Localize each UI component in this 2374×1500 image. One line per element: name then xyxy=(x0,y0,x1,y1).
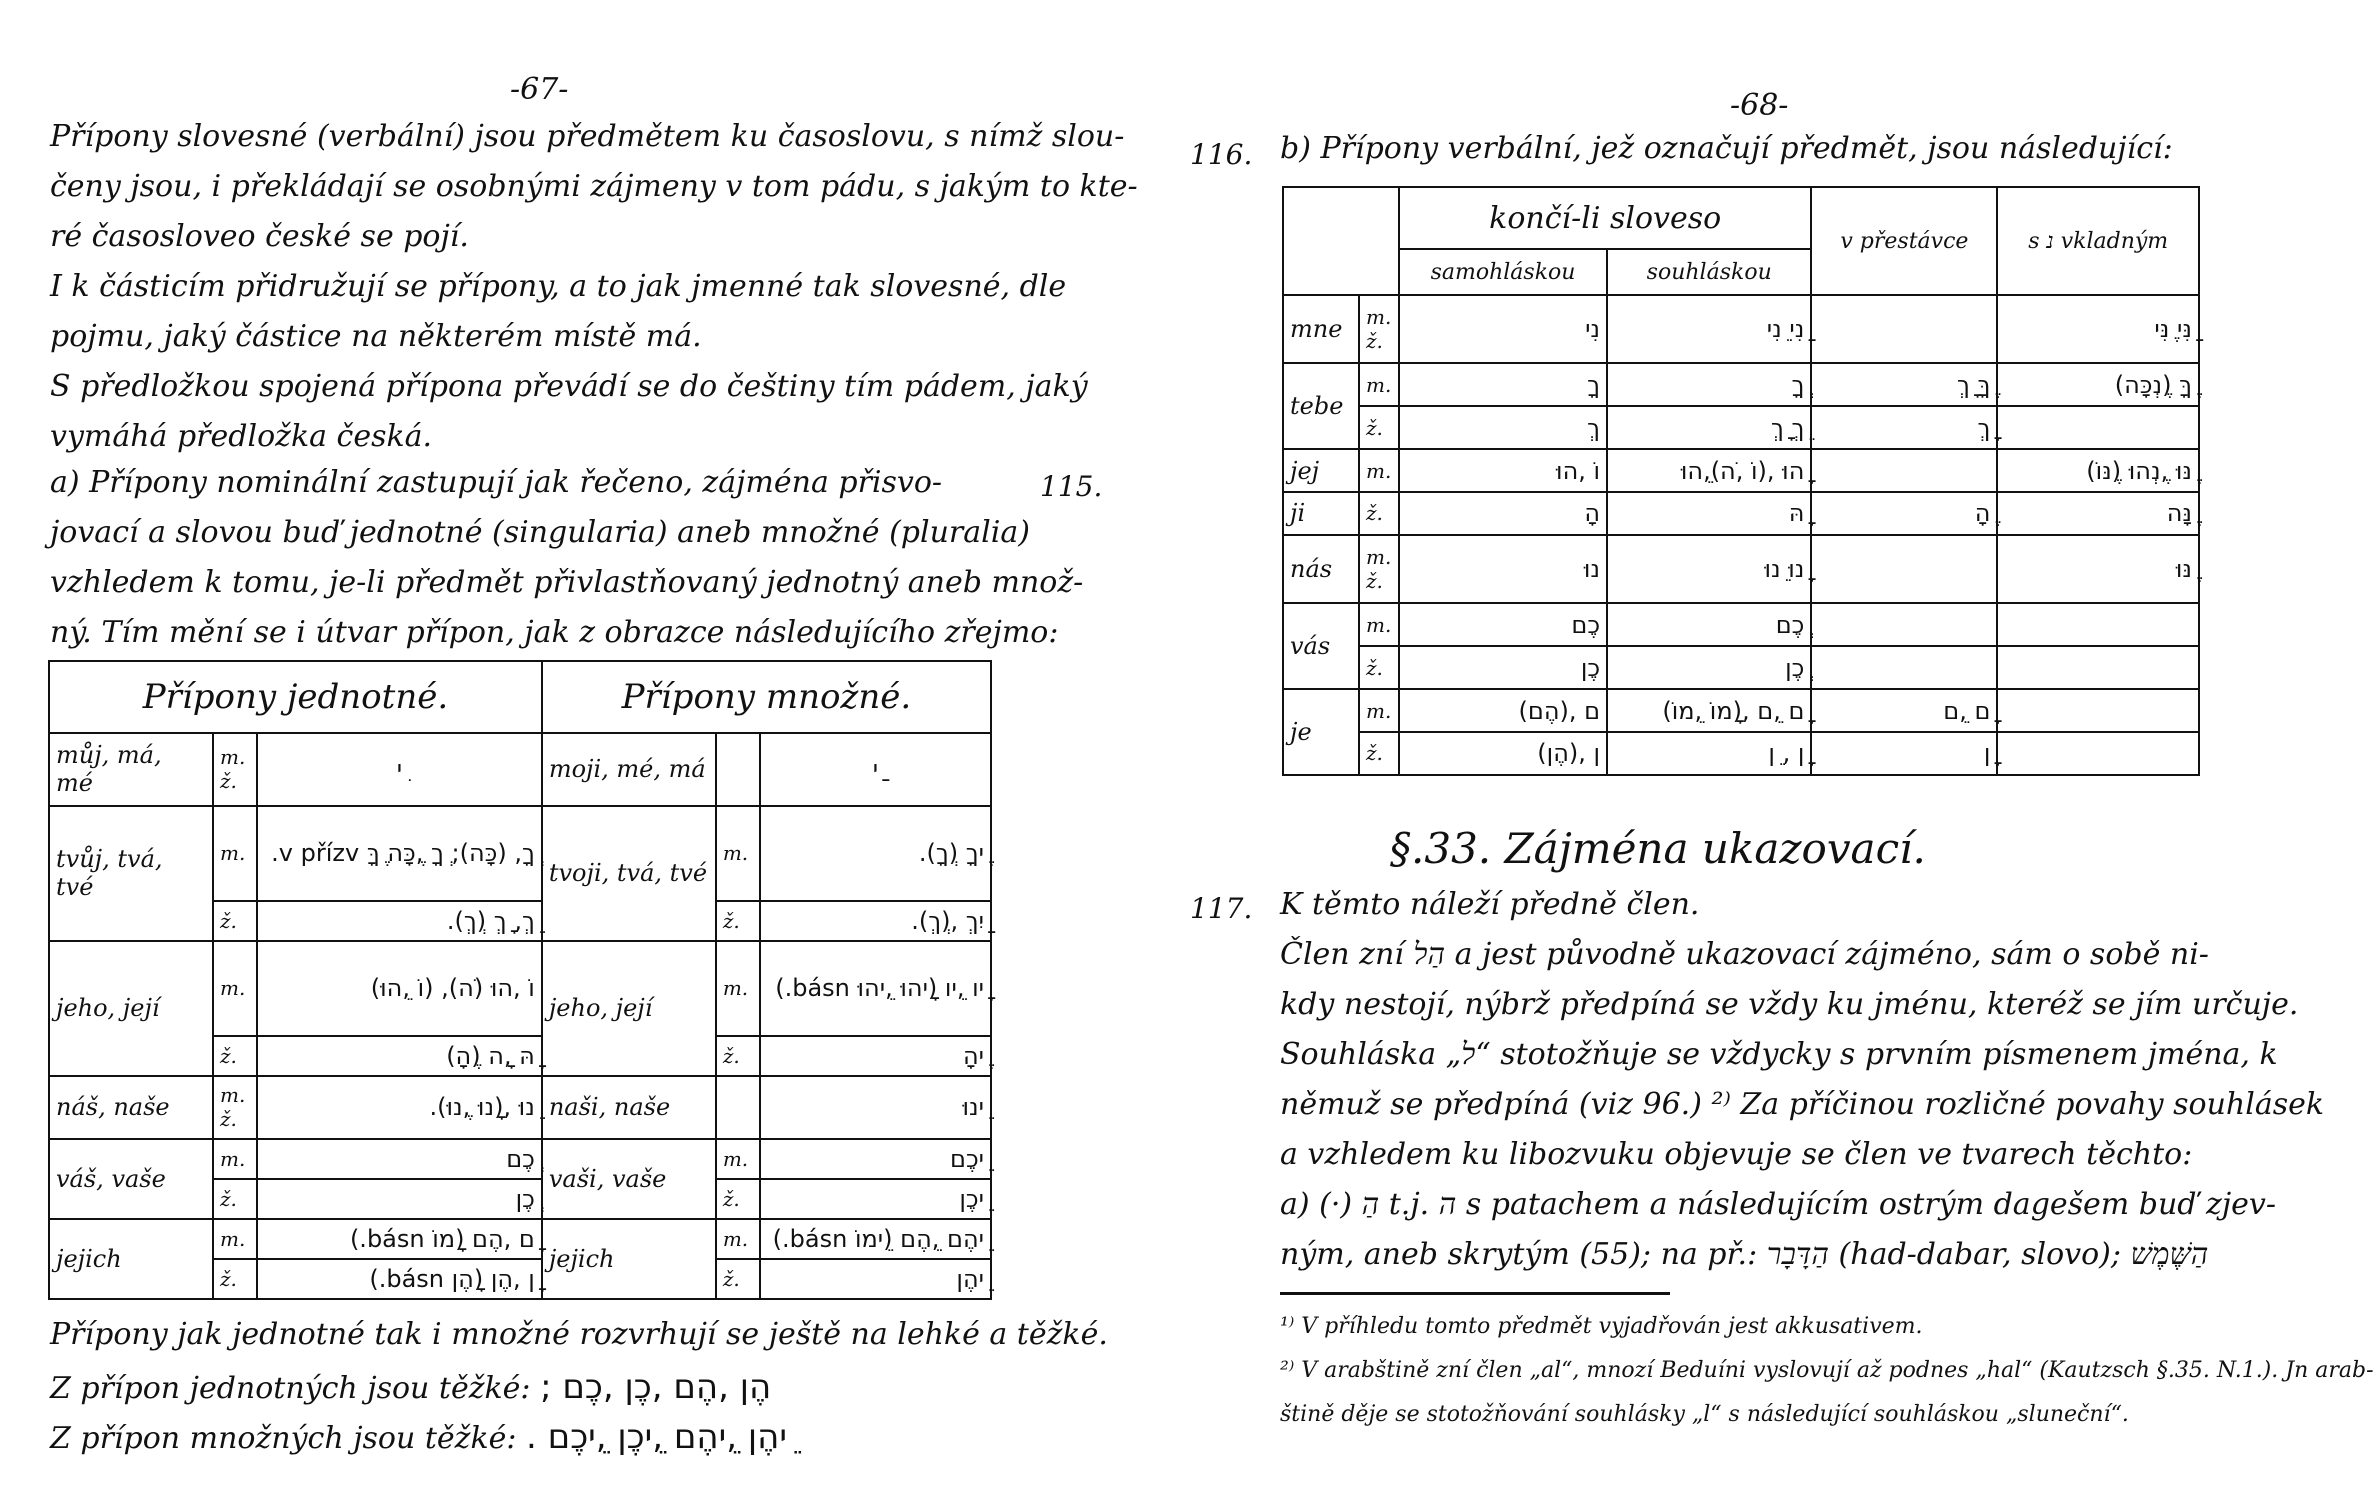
text-line-8: a) Přípony nominální zastupují jak řečeno, zájména přisvo- xyxy=(50,465,943,500)
left-page xyxy=(0,0,1138,1500)
table-row: můj, má, mé m. ž. ִי moji, mé, má ַי xyxy=(49,733,991,806)
table-row: ž. ן ,(הֶן) ָן , ֵן ָן xyxy=(1283,732,2199,775)
bottom-line-3: Z přípon množných jsou těžké: ֵיהֶן ,ֵיהֶם ,ֵיכֶן ,ֵיכֶם . xyxy=(50,1417,787,1457)
bottom-line-1: Přípony jak jednotné tak i množné rozvrhují se ještě na lehké a těžké. xyxy=(50,1317,1108,1352)
table-row: jej m. וֹ ,הוּ ָהוּ ,(וֹ ,ֹה),ֵהוּ ֶנּוּ ,ֶנְהוּ (ֶנּוֹ) xyxy=(1283,449,2199,492)
verbal-suffix-table xyxy=(1282,186,2200,776)
heavy-plural-suffixes: ֵיהֶן ,ֵיהֶם ,ֵיכֶן ,ֵיכֶם . xyxy=(526,1417,787,1457)
table-row: tebe m. ךָ ְךָ ֶךָּ ָךְ ֶךָּ (ֶנְכָּה) xyxy=(1283,363,2199,406)
footnote-1: ¹⁾ V příhledu tomto předmět vyjadřován jest akkusativem. xyxy=(1280,1314,1923,1339)
text-line-9: jovací a slovou buď jednotné (singularia) aneb množné (pluralia) xyxy=(50,515,1030,550)
table-row: je m. ם ,(הֶם) ָם ,ֵם ,(ָמוֹ ,ֵמוֹ) ָם ,ֵם xyxy=(1283,689,2199,732)
heading-b: b) Přípony verbální, jež označují předmět, jsou následující: xyxy=(1280,131,2173,166)
table-row: jejich m. ָם ,הֶם (ָמוֹ básn.) jejich m. ֵיהֶם ,ֵהֶם (ֵימוֹ básn.) xyxy=(49,1219,991,1259)
col-head-souhlaskou: souhláskou xyxy=(1607,249,1811,295)
table-row: vás m. כֶם ְכֶם xyxy=(1283,603,2199,646)
text-line-5: pojmu, jaký částice na některém místě má. xyxy=(50,319,702,354)
footnote-divider xyxy=(1280,1292,1670,1295)
table-row: jeho, její m. וֹ ,הוּ (ֹה), (וֹ ,ֵהוּ) jeho, její m. ָיו ,ֵיו (ָיהוּ ,ֵיהוּ básn.) xyxy=(49,941,991,1036)
table-row: ž. ֵךְ, ָךְ (ְךְ). ž. ַיִךְ ,(ְךְ). xyxy=(49,901,991,941)
table-row: tvůj, tvá, tvé m. ְךָ, (כָּה); ְךָ ,ֶכָּה ֶךָּ v přízv. tvoji, tvá, tvé m. ֶיךָ (ְךָ). xyxy=(49,806,991,901)
para-line-1: K těmto náleží předně člen. xyxy=(1280,887,1700,922)
text-line-4: I k částicím přidružují se přípony, a to jak jmenné tak slovesné, dle xyxy=(50,269,1067,304)
table-row: náš, naše m. ž. ֵנוּ ,(ָנוּ ,ֶנוּ). naši, naše ֵינוּ xyxy=(49,1076,991,1139)
table-row: mne m. ž. נִי ַנִי ֵנִי ַנִּי ֶנִּי xyxy=(1283,295,2199,363)
para-line-3: kdy nestojí, nýbrž předpíná se vždy ku jménu, kteréž se jím určuje. xyxy=(1280,987,2299,1022)
para-line-6: a vzhledem ku libozvuku objevuje se člen ve tvarech těchto: xyxy=(1280,1137,2193,1172)
para-line-8: ným, aneb skrytým (55); na př.: הַדָּבָר (had-dabar, slovo); הַשֶּׁמֶשׁ xyxy=(1280,1237,2209,1272)
table-head-plural: Přípony množné. xyxy=(542,661,991,733)
para-line-7: a) (·) הַ t.j. ה s patachem a následujícím ostrým dagešem buď zjev- xyxy=(1280,1187,2276,1222)
text-line-10: vzhledem k tomu, je-li předmět přivlastňovaný jednotný aneb množ- xyxy=(50,565,1084,600)
col-head-prestavce: v přestávce xyxy=(1811,187,1997,295)
table-row: ž. ךְ ֵךְ ָךְ ָךְ xyxy=(1283,406,2199,449)
para-line-4: Souhláska „ל“ stotožňuje se vždycky s prvním písmenem jména, k xyxy=(1280,1037,2278,1072)
nominal-suffix-table xyxy=(48,660,992,1300)
heavy-singular-suffixes: הֶן ,הֶם ,כֶן ,כֶם ; xyxy=(540,1367,772,1407)
table-row: ji ž. הָ ָהּ ֶהָ ֶנָּה xyxy=(1283,492,2199,535)
page-number-67: -67- xyxy=(510,72,569,107)
page-number-68: -68- xyxy=(1730,88,1789,123)
text-line-2: čeny jsou, i překládají se osobnými zájmeny v tom pádu, s jakým to kte- xyxy=(50,169,1138,204)
col-head-samohlaskou: samohláskou xyxy=(1399,249,1607,295)
table-row: nás m. ž. נוּ ָנוּ ֵנוּ ֶנּוּ xyxy=(1283,535,2199,603)
right-page xyxy=(1130,0,2374,1500)
margin-number-117: 117. xyxy=(1190,892,1253,925)
section-title: §.33. Zájména ukazovací. xyxy=(1390,824,1926,873)
footnote-3: štině děje se stotožňování souhlásky „l“ s následující souhláskou „sluneční“. xyxy=(1280,1402,2129,1427)
footnote-2: ²⁾ V arabštině zní člen „al“, mnozí Beduíni vyslovují až podnes „hal“ (Kautzsch §.35. N.1.). Jn arab- xyxy=(1280,1358,2374,1383)
para-line-5: němuž se předpíná (viz 96.) ²⁾ Za příčinou rozličné povahy souhlásek xyxy=(1280,1087,2325,1122)
col-head-vkladnym: s נ vkladným xyxy=(1997,187,2199,295)
table-row: váš, vaše m. ְכֶם vaši, vaše m. ֵיכֶם xyxy=(49,1139,991,1179)
text-line-7: vymáhá předložka česká. xyxy=(50,419,433,454)
table-row: ž. ָהּ ,ָה (ֶהָ) ž. ֶיהָ xyxy=(49,1036,991,1076)
table-row: ž. כֶן ְכֶן xyxy=(1283,646,2199,689)
margin-number-115: 115. xyxy=(1040,470,1103,503)
bottom-line-2: Z přípon jednotných jsou těžké: הֶן ,הֶם ,כֶן ,כֶם ; xyxy=(50,1367,772,1407)
table-row: ž. ְכֶן ž. ֵיכֶן xyxy=(49,1179,991,1219)
text-line-6: S předložkou spojená přípona převádí se do češtiny tím pádem, jaký xyxy=(50,369,1088,404)
table-row: ž. ָן ,הֶן (ָהֶן básn.) ž. ֵיהֶן xyxy=(49,1259,991,1299)
text-line-1: Přípony slovesné (verbální) jsou předmětem ku časoslovu, s nímž slou- xyxy=(50,119,1125,154)
table-head-singular: Přípony jednotné. xyxy=(49,661,542,733)
text-line-11: ný. Tím mění se i útvar přípon, jak z obrazce následujícího zřejmo: xyxy=(50,615,1059,650)
text-line-3: ré časosloveo české se pojí. xyxy=(50,219,469,254)
para-line-2: Člen zní הַל a jest původně ukazovací zájméno, sám o sobě ni- xyxy=(1280,937,2209,972)
margin-number-116: 116. xyxy=(1190,138,1253,171)
col-head-konci: končí-li sloveso xyxy=(1399,187,1811,249)
